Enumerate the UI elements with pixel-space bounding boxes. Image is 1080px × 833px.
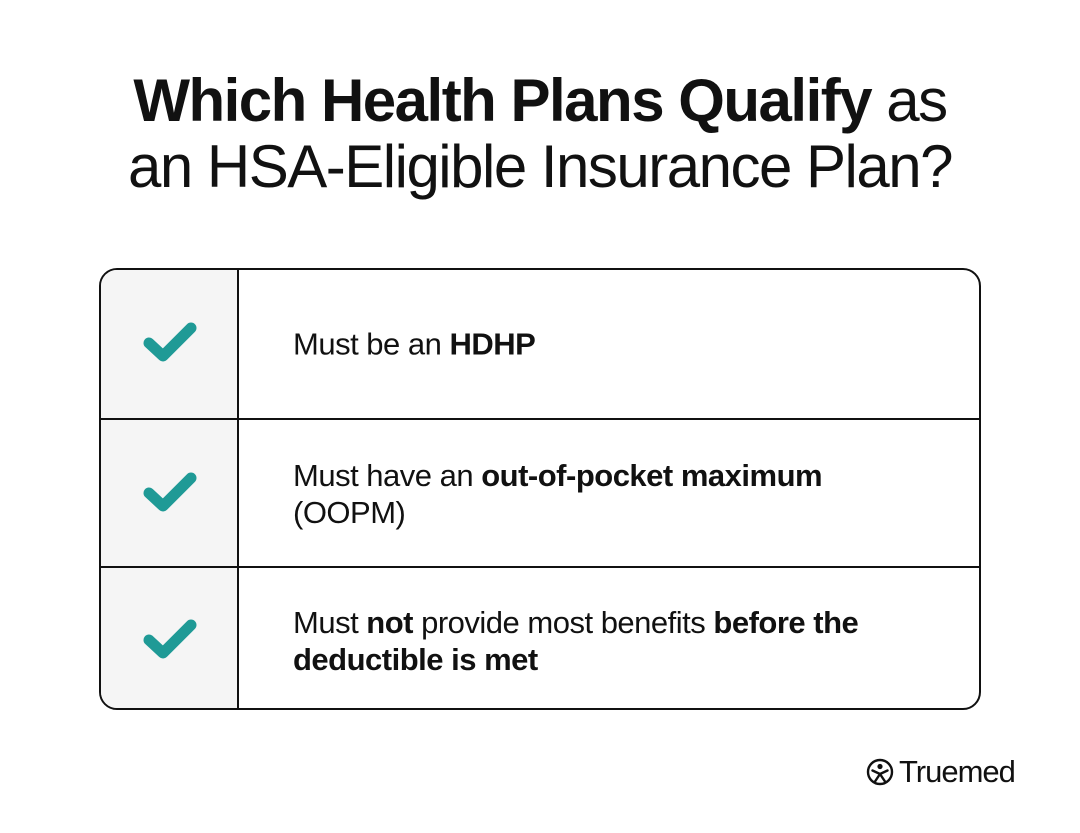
checkmark-icon [143, 320, 197, 364]
requirement-part: (OOPM) [293, 495, 406, 530]
requirement-part-bold: before the deductible is met [293, 605, 859, 677]
requirement-text [293, 604, 929, 678]
requirement-part: Must have an [293, 458, 482, 493]
requirement-part: provide most benefits [413, 605, 714, 640]
requirement-part-bold: out-of-pocket maximum [481, 458, 823, 493]
truemed-logo-icon [866, 758, 894, 786]
requirement-row [101, 270, 979, 418]
title-line-2: an HSA-Eligible Insurance Plan? [128, 133, 952, 200]
page-title [0, 68, 1080, 200]
requirement-part: Must be an [293, 326, 450, 362]
requirements-card [99, 268, 981, 710]
title-bold: Which Health Plans Qualify [133, 67, 872, 134]
requirement-part: Must [293, 605, 367, 640]
requirement-part-bold: HDHP [449, 326, 536, 362]
brand-logo [866, 755, 1015, 789]
requirement-row [101, 566, 979, 710]
requirement-text [293, 457, 929, 531]
requirement-row [101, 418, 979, 568]
brand-name: Truemed [899, 754, 1015, 789]
checkmark-icon [143, 617, 197, 661]
requirement-part-bold: not [366, 605, 413, 640]
requirement-text [293, 326, 929, 363]
title-rest: as [871, 67, 947, 134]
checkmark-icon [143, 470, 197, 514]
